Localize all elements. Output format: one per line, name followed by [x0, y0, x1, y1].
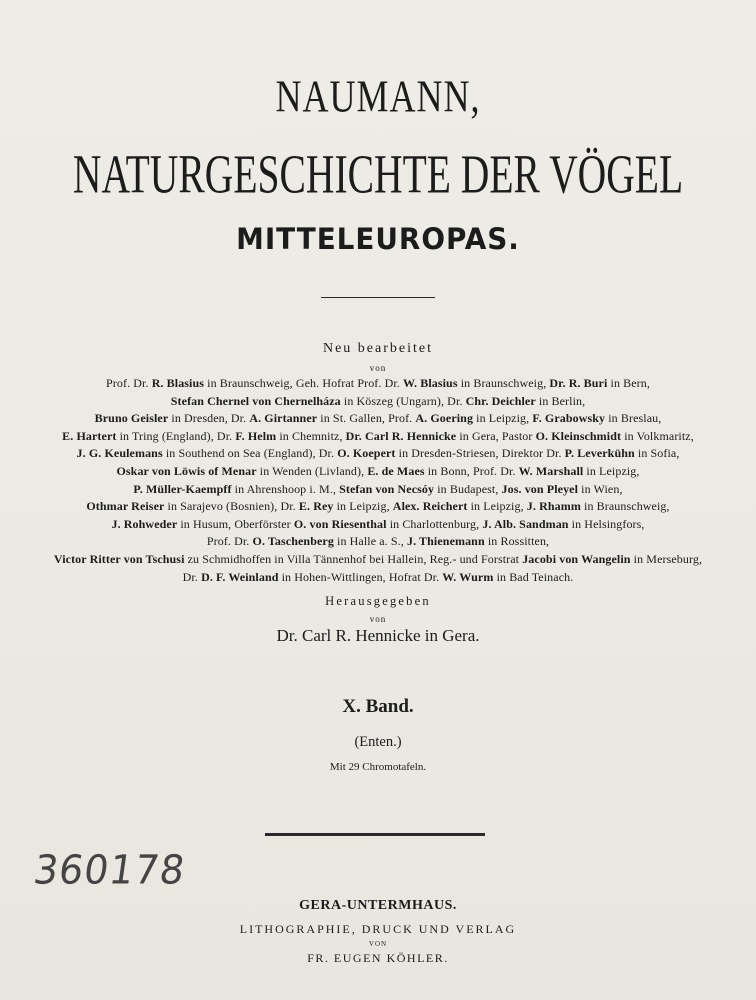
imprint-publisher: FR. EUGEN KÖHLER. — [307, 951, 449, 965]
contributor-text: in Wenden (Livland), — [256, 464, 368, 478]
contributor-line — [0, 429, 756, 444]
contributor-name: Oskar von Löwis of Menar — [116, 464, 257, 478]
contributor-name: J. G. Keulemans — [76, 446, 163, 461]
contributor-name: W. Marshall — [518, 464, 584, 478]
contributor-name: Bruno Geisler — [94, 411, 169, 426]
von-label: von — [369, 363, 387, 373]
contributor-name: F. Helm — [235, 428, 277, 443]
contributor-name: Stefan von Necsóy — [339, 481, 435, 496]
contributor-name: J. Thienemann — [406, 534, 485, 549]
contributor-text: in Chemnitz, — [276, 428, 346, 443]
herausgegeben-label: Herausgegeben — [325, 594, 431, 608]
contributor-name: F. Grabowsky — [532, 411, 606, 426]
contributor-name: O. Taschenberg — [252, 534, 334, 549]
contributor-name: O. Koepert — [337, 446, 396, 461]
contributor-name: E. de Maes — [367, 464, 425, 478]
contributor-name: O. von Riesenthal — [293, 516, 387, 531]
contributor-text: in Southend on Sea (England), Dr. — [162, 446, 338, 461]
contributor-text: in Husum, Oberförster — [177, 516, 294, 531]
contributor-name: A. Goering — [415, 411, 474, 426]
contributor-name: Othmar Reiser — [86, 499, 165, 514]
contributor-text: in Ahrenshoop i. M., — [231, 481, 340, 496]
contributor-text: in Bern, — [607, 376, 650, 390]
handwritten-shelfmark: 360178 — [30, 846, 189, 894]
contributor-line — [0, 376, 756, 391]
contributor-text: in Leipzig, — [333, 499, 393, 514]
contributor-name: A. Girtanner — [249, 411, 318, 426]
contributor-name: R. Blasius — [151, 376, 205, 390]
contributor-text: in Leipzig, — [583, 464, 640, 478]
contributor-line — [0, 411, 756, 426]
imprint-place: GERA-UNTERMHAUS. — [299, 898, 457, 913]
contributor-name: P. Leverkühn — [564, 446, 635, 461]
contributor-name: W. Blasius — [403, 376, 458, 390]
contributor-text: in Tring (England), Dr. — [116, 428, 236, 443]
contributor-name: Stefan Chernel von Chernelháza — [170, 393, 341, 408]
contributor-text: in Bad Teinach. — [493, 569, 574, 584]
contributor-line — [0, 552, 756, 567]
title-line-naumann: NAUMANN, — [275, 71, 481, 122]
contributor-line — [0, 394, 756, 409]
contributor-text: in Gera, Pastor — [456, 428, 536, 443]
contributor-text: in Sofia, — [634, 446, 680, 461]
contributor-line — [0, 446, 756, 461]
contributor-line — [0, 482, 756, 497]
contributor-text: in Dresden-Striesen, Direktor Dr. — [395, 446, 565, 461]
title-line-naturgeschichte: NATURGESCHICHTE DER VÖGEL — [72, 143, 684, 205]
contributor-name: P. Müller-Kaempff — [133, 481, 232, 496]
contributor-line — [0, 499, 756, 514]
contributor-text: in Braunschweig, Geh. Hofrat Prof. Dr. — [204, 376, 404, 390]
contributor-text: zu Schmidhoffen in Villa Tännenhof bei Hallein, Reg.- und Forstrat — [184, 552, 523, 566]
von-label-2: von — [369, 614, 387, 624]
chief-editor: Dr. Carl R. Hennicke in Gera. — [276, 626, 480, 645]
contributor-line — [0, 570, 756, 585]
volume-subtitle: (Enten.) — [354, 734, 402, 750]
contributor-text: in Berlin, — [535, 393, 586, 408]
contributor-text: in Volkmaritz, — [621, 428, 694, 443]
contributor-name: Jos. von Pleyel — [501, 481, 579, 496]
contributor-text: in Köszeg (Ungarn), Dr. — [340, 393, 466, 408]
contributor-name: J. Rhamm — [526, 499, 581, 514]
contributor-text: in Braunschweig, — [457, 376, 550, 390]
title-line-mitteleuropas: MITTELEUROPAS. — [236, 222, 520, 256]
contributor-text: in Braunschweig, — [580, 499, 670, 514]
plates-note: Mit 29 Chromotafeln. — [329, 761, 427, 773]
contributor-name: Chr. Deichler — [465, 393, 536, 408]
contributor-text: in Leipzig, — [473, 411, 533, 426]
contributor-text: in St. Gallen, Prof. — [317, 411, 416, 426]
contributor-text: in Merseburg, — [630, 552, 703, 566]
contributor-text: in Breslau, — [605, 411, 662, 426]
contributor-text: in Charlottenburg, — [386, 516, 483, 531]
imprint-divider — [265, 833, 485, 836]
contributor-name: O. Kleinschmidt — [535, 428, 622, 443]
contributor-text: in Rossitten, — [484, 534, 550, 549]
contributor-name: D. F. Weinland — [201, 569, 279, 584]
contributor-text: Prof. Dr. — [106, 376, 152, 390]
contributor-text: in Dresden, Dr. — [168, 411, 250, 426]
contributor-line — [0, 534, 756, 549]
contributor-text: in Helsingfors, — [568, 516, 645, 531]
contributor-text: in Sarajevo (Bosnien), Dr. — [164, 499, 299, 514]
contributor-name: Dr. Carl R. Hennicke — [345, 428, 457, 443]
imprint-von: VON — [368, 940, 388, 948]
contributor-text: in Hohen-Wittlingen, Hofrat Dr. — [278, 569, 443, 584]
contributor-text: in Leipzig, — [467, 499, 527, 514]
imprint-line: LITHOGRAPHIE, DRUCK UND VERLAG — [239, 922, 517, 936]
contributor-text: Dr. — [182, 569, 202, 584]
contributor-text: in Bonn, Prof. Dr. — [424, 464, 519, 478]
contributor-name: W. Wurm — [442, 569, 494, 584]
volume-number: X. Band. — [342, 696, 414, 717]
contributor-name: Victor Ritter von Tschusi — [53, 552, 185, 566]
contributor-line — [0, 464, 756, 479]
contributor-name: Dr. R. Buri — [549, 376, 608, 390]
contributor-name: E. Rey — [298, 499, 334, 514]
contributor-name: E. Hartert — [62, 428, 117, 443]
contributor-text: Prof. Dr. — [206, 534, 253, 549]
neu-bearbeitet-label: Neu bearbeitet — [322, 341, 433, 356]
contributor-text: in Wien, — [578, 481, 623, 496]
contributor-text: in Budapest, — [434, 481, 502, 496]
contributor-name: J. Rohweder — [111, 516, 178, 531]
contributor-line — [0, 517, 756, 532]
contributor-name: J. Alb. Sandman — [482, 516, 569, 531]
contributor-name: Alex. Reichert — [392, 499, 468, 514]
title-divider — [321, 297, 435, 298]
contributor-name: Jacobi von Wangelin — [522, 552, 631, 566]
contributor-text: in Halle a. S., — [333, 534, 407, 549]
